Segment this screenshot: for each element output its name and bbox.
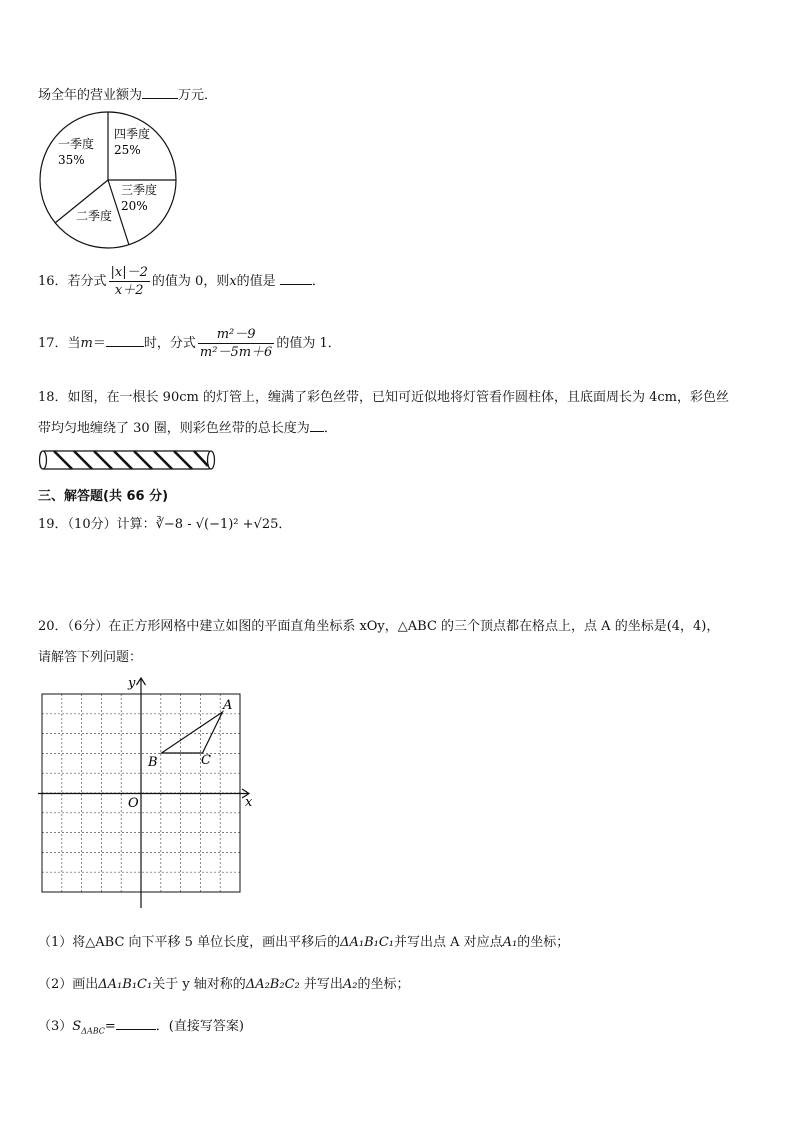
pie-label-q3: 三季度 xyxy=(121,183,158,197)
ribbon-tube-figure xyxy=(36,448,218,474)
q16-var: x xyxy=(229,274,237,289)
q20-sub3-blank[interactable] xyxy=(116,1016,156,1030)
y-axis-label: y xyxy=(128,676,136,691)
q20-sub3-subscript: ΔABC xyxy=(81,1026,105,1036)
q17-denominator: m²－5m＋6 xyxy=(199,345,273,360)
q16-fraction xyxy=(109,264,150,299)
q20-line1: 20．（6分）在正方形网格中建立如图的平面直角坐标系 xOy，△ABC 的三个顶点都在格点上，点 A 的坐标是(4，4)， xyxy=(38,619,720,634)
q15-text: 场全年的营业额为 xyxy=(38,88,143,103)
x-axis-label: x xyxy=(245,795,253,810)
point-a-label: A xyxy=(223,698,233,713)
q16-numerator: |x|－2 xyxy=(110,265,148,280)
q15-unit: 万元． xyxy=(178,88,218,103)
q18-line1: 18．如图，在一根长 90cm 的灯管上，缠满了彩色丝带，已知可近似地将灯管看作圆柱体，且底面周长为 4cm，彩色丝 xyxy=(38,390,729,405)
tube-body xyxy=(40,451,212,469)
q19-expr3: +√25 xyxy=(242,517,279,532)
pie-chart xyxy=(38,110,183,252)
pie-label-q4: 四季度 xyxy=(114,127,151,141)
q16-denominator: x＋2 xyxy=(114,283,144,298)
q20-sub1 xyxy=(38,931,569,950)
coordinate-grid xyxy=(34,674,256,910)
q16-suffix: 的值是 xyxy=(236,274,276,289)
q20-sub1-tri: ΔA₁B₁C₁ xyxy=(340,935,394,950)
point-c-label: C xyxy=(201,753,211,768)
q20-sub3-prefix: （3） xyxy=(38,1019,73,1034)
q20-sub3 xyxy=(38,1015,244,1036)
q20-sub2-tri2: ΔA₂B₂C₂ xyxy=(245,977,300,992)
q19-end: ． xyxy=(278,517,292,532)
q20-line2: 请解答下列问题： xyxy=(38,650,143,665)
q17-fraction xyxy=(198,326,274,361)
q20-sub2-suffix: 的坐标； xyxy=(357,977,410,992)
q20-sub3-sym: S xyxy=(72,1019,82,1034)
q18-line2 xyxy=(38,417,337,436)
q17-numerator: m²－9 xyxy=(198,326,274,344)
q15-line xyxy=(38,84,217,103)
q20-sub1-prefix: （1）将△ABC 向下平移 5 单位长度，画出平移后的 xyxy=(38,935,341,950)
q20-sub3-suffix: ．(直接写答案) xyxy=(155,1019,244,1034)
q16-end: ． xyxy=(311,274,325,289)
q17-suffix: 的值为 1． xyxy=(276,336,341,351)
q18-end: ． xyxy=(323,421,337,436)
q20-sub1-mid: 并写出点 A 对应点 xyxy=(394,935,503,950)
q20-sub1-suffix: 的坐标； xyxy=(517,935,570,950)
q16-mid: 的值为 0，则 xyxy=(151,274,230,289)
q20-sub2-prefix: （2）画出 xyxy=(38,977,99,992)
q18-text: 带均匀地缠绕了 30 圈，则彩色丝带的总长度为 xyxy=(38,421,310,436)
pie-pct-q3: 20% xyxy=(121,199,148,213)
q20-sub2-tri1: ΔA₁B₁C₁ xyxy=(98,977,153,992)
q19-expr2: - √(−1)² xyxy=(187,517,239,532)
q20-sub1-pt: A₁ xyxy=(502,935,518,950)
pie-label-q1: 一季度 xyxy=(58,137,95,151)
origin-label: O xyxy=(128,796,139,811)
q19-prefix: 19．（10分）计算： xyxy=(38,517,156,532)
q19-line xyxy=(38,513,291,532)
q17-prefix: 17．当 xyxy=(38,336,81,351)
tube-right-end xyxy=(208,451,215,469)
q20-sub2-mid: 关于 y 轴对称的 xyxy=(152,977,246,992)
q17-line xyxy=(38,326,341,361)
q16-line xyxy=(38,264,325,299)
q20-sub3-eq: = xyxy=(104,1019,116,1034)
q17-var: m xyxy=(80,336,93,351)
q17-eq: ＝ xyxy=(92,336,106,351)
q17-mid: 时，分式 xyxy=(143,336,196,351)
q19-expr1: ∛−8 xyxy=(155,517,184,532)
q20-sub2-pt: A₂ xyxy=(342,977,358,992)
q18-blank[interactable] xyxy=(310,418,324,432)
q15-blank[interactable] xyxy=(142,85,178,99)
pie-pct-q1: 35% xyxy=(58,153,85,167)
q17-blank[interactable] xyxy=(106,333,144,347)
point-b-label: B xyxy=(148,755,158,770)
q16-prefix: 16．若分式 xyxy=(38,274,107,289)
q16-blank[interactable] xyxy=(280,271,312,285)
tube-left-end xyxy=(40,451,47,469)
pie-label-q2: 二季度 xyxy=(76,209,113,223)
section3-title: 三、解答题(共 66 分) xyxy=(38,489,169,504)
q20-sub2-mid2: 并写出 xyxy=(299,977,343,992)
triangle-abc xyxy=(162,712,223,753)
q20-sub2 xyxy=(38,973,410,992)
pie-pct-q4: 25% xyxy=(114,143,141,157)
